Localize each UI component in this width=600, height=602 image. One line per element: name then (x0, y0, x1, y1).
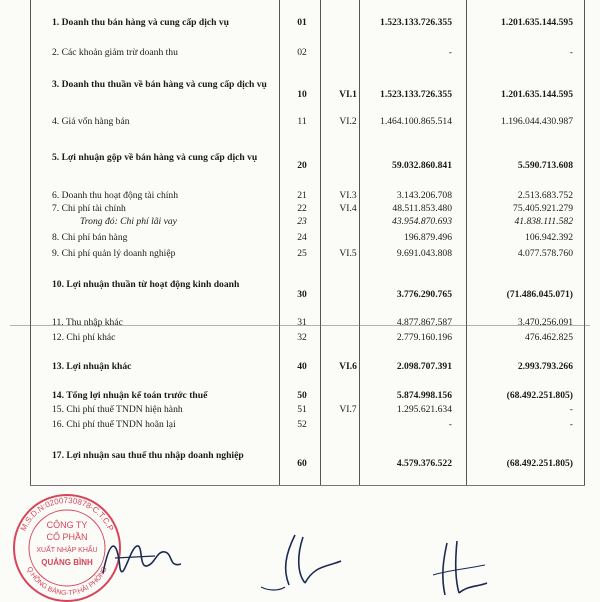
row-current-year-value: - (448, 47, 452, 58)
row-note: VI.4 (339, 203, 357, 214)
row-code: 30 (297, 289, 307, 300)
row-previous-year-value: 5.590.713.608 (517, 160, 573, 171)
row-current-year-value: 1.523.133.726.355 (380, 17, 452, 28)
row-note: VI.7 (339, 404, 357, 415)
row-previous-year-value: 2.993.793.266 (517, 361, 573, 372)
row-current-year-value: 1.464.100.865.514 (380, 116, 452, 127)
row-code: 01 (297, 17, 307, 28)
row-current-year-value: 4.877.867.587 (396, 317, 452, 328)
row-note: VI.5 (339, 248, 357, 259)
row-code: 40 (297, 361, 307, 372)
row-previous-year-value: 4.077.578.760 (517, 248, 573, 259)
row-note: VI.3 (339, 190, 357, 201)
row-label: 5. Lợi nhuận gộp về bán hàng và cung cấp dịch vụ (52, 152, 258, 163)
row-current-year-value: 4.579.376.522 (396, 458, 452, 469)
row-current-year-value: 1.523.133.726.355 (380, 89, 452, 100)
row-label: 4. Giá vốn hàng bán (52, 116, 130, 127)
row-current-year-value: 5.874.998.156 (396, 390, 452, 401)
row-label: 12. Chi phí khác (52, 332, 116, 343)
row-label: 17. Lợi nhuận sau thuế thu nhập doanh nghiệp (52, 450, 244, 461)
row-code: 22 (297, 203, 307, 214)
row-previous-year-value: (68.492.251.805) (506, 390, 573, 401)
row-label: 14. Tổng lợi nhuận kế toán trước thuế (52, 390, 208, 401)
row-current-year-value: 1.295.621.634 (396, 404, 452, 415)
signature-stamp-overlay (95, 528, 185, 588)
row-previous-year-value: 41.838.111.582 (514, 216, 573, 227)
row-previous-year-value: - (569, 47, 573, 58)
row-current-year-value: 9.691.043.808 (396, 248, 452, 259)
row-current-year-value: 43.954.870.693 (392, 216, 452, 227)
row-label: Trong đó: Chi phí lãi vay (80, 216, 177, 227)
table-border-right (584, 0, 585, 486)
row-label: 10. Lợi nhuận thuần từ hoạt động kinh doanh (52, 279, 240, 290)
row-current-year-value: 196.879.496 (404, 232, 452, 243)
stamp-bottom-ring-text: Q.HỒNG BÀNG-TP.HẢI PHÒNG (25, 565, 109, 598)
signature-preparer (255, 525, 345, 595)
stamp-line-2: CỔ PHẦN (46, 532, 88, 542)
row-label: 9. Chi phí quản lý doanh nghiệp (52, 248, 176, 259)
row-label: 15. Chi phí thuế TNDN hiện hành (52, 404, 183, 415)
row-note: VI.1 (339, 89, 357, 100)
row-label: 3. Doanh thu thuần về bán hàng và cung cấp dịch vụ (52, 79, 267, 90)
stamp-ring-text: M.S.D.N:0200730878-C.T.C.P (18, 495, 116, 533)
row-code: 20 (297, 160, 307, 171)
row-code: 11 (297, 116, 307, 127)
table-border-left (30, 0, 31, 486)
row-current-year-value: - (448, 419, 452, 430)
row-previous-year-value: (68.492.251.805) (506, 458, 573, 469)
row-previous-year-value: - (569, 404, 573, 415)
row-label: 2. Các khoản giảm trừ doanh thu (52, 47, 178, 58)
column-divider-previous (466, 0, 467, 486)
row-note: VI.6 (339, 361, 357, 372)
row-label: 16. Chi phí thuế TNDN hoãn lại (52, 419, 176, 430)
row-code: 02 (297, 47, 307, 58)
row-code: 31 (297, 317, 307, 328)
row-code: 32 (297, 332, 307, 343)
row-label: 1. Doanh thu bán hàng và cung cấp dịch vụ (52, 17, 230, 28)
row-previous-year-value: - (569, 419, 573, 430)
row-previous-year-value: 1.201.635.144.595 (501, 89, 573, 100)
row-code: 50 (297, 390, 307, 401)
row-previous-year-value: (71.486.045.071) (506, 289, 573, 300)
column-divider-code (279, 0, 280, 486)
row-code: 24 (297, 232, 307, 243)
stamp-line-3: XUẤT NHẬP KHẨU (36, 547, 98, 554)
row-label: 8. Chi phí bán hàng (52, 232, 128, 243)
row-code: 25 (297, 248, 307, 259)
row-note: VI.2 (339, 116, 357, 127)
row-label: 6. Doanh thu hoạt động tài chính (52, 190, 179, 201)
row-previous-year-value: 75.405.921.279 (513, 203, 573, 214)
signature-accountant (425, 535, 495, 600)
row-previous-year-value: 2.513.683.752 (517, 190, 573, 201)
row-code: 23 (297, 216, 307, 227)
row-code: 51 (297, 404, 307, 415)
row-code: 60 (297, 458, 307, 469)
row-previous-year-value: 3.470.256.091 (517, 317, 573, 328)
row-code: 52 (297, 419, 307, 430)
row-label: 11. Thu nhập khác (52, 317, 123, 328)
row-separator (30, 485, 585, 486)
row-current-year-value: 3.776.290.765 (396, 289, 452, 300)
row-current-year-value: 2.098.707.391 (396, 361, 452, 372)
stamp-line-1: CÔNG TY (46, 520, 88, 530)
row-previous-year-value: 106.942.392 (525, 232, 573, 243)
row-code: 10 (297, 89, 307, 100)
row-previous-year-value: 1.196.044.430.987 (501, 116, 573, 127)
row-current-year-value: 3.143.206.708 (396, 190, 452, 201)
row-label: 13. Lợi nhuận khác (52, 361, 132, 372)
row-current-year-value: 2.779.160.196 (396, 332, 452, 343)
row-previous-year-value: 476.462.825 (525, 332, 573, 343)
row-current-year-value: 59.032.860.841 (392, 160, 452, 171)
stamp-line-4: QUẢNG BÌNH (41, 558, 93, 567)
row-label: 7. Chi phí tài chính (52, 203, 126, 214)
row-previous-year-value: 1.201.635.144.595 (501, 17, 573, 28)
column-divider-note (320, 0, 321, 486)
row-current-year-value: 48.511.853.480 (392, 203, 452, 214)
row-code: 21 (297, 190, 307, 201)
